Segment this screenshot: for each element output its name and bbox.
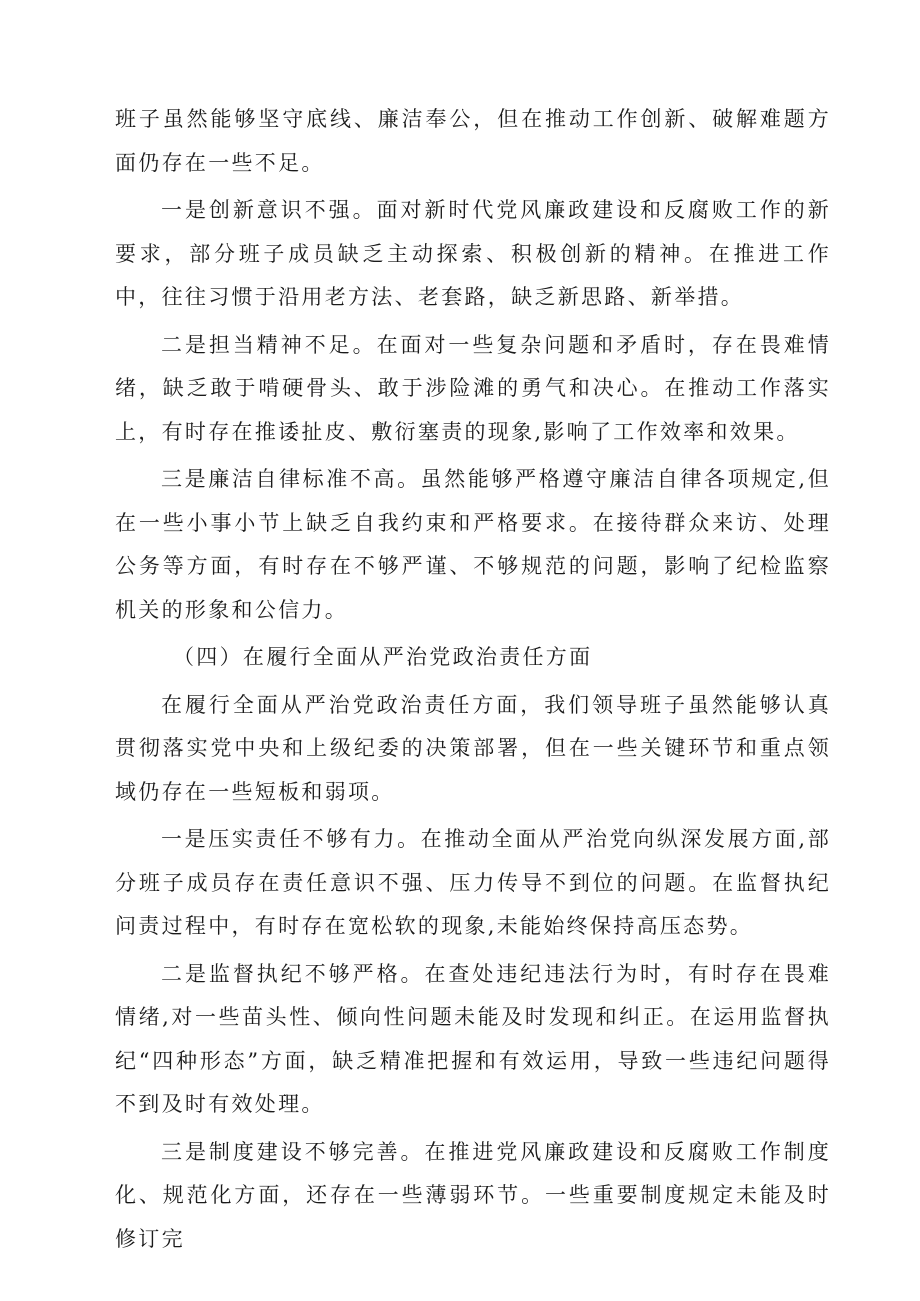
paragraph-supervision: 二是监督执纪不够严格。在查处违纪违法行为时，有时存在畏难情绪,对一些苗头性、倾向性问题未能及时发现和纠正。在运用监督执纪“四种形态”方面，缺乏精准把握和有效运用，导致一些违纪问题得不到及时有效处理。 xyxy=(115,961,831,1116)
paragraph-accountability: 一是压实责任不够有力。在推动全面从严治党向纵深发展方面,部分班子成员存在责任意识不强、压力传导不到位的问题。在监督执纪问责过程中，有时存在宽松软的现象,未能始终保持高压态势。 xyxy=(115,827,831,938)
paragraph-continuation: 班子虽然能够坚守底线、廉洁奉公，但在推动工作创新、破解难题方面仍存在一些不足。 xyxy=(115,107,831,175)
paragraph-integrity-standards: 三是廉洁自律标准不高。虽然能够严格遵守廉洁自律各项规定,但在一些小事小节上缺乏自我约束和严格要求。在接待群众来访、处理公务等方面，有时存在不够严谨、不够规范的问题，影响了纪检监察机关的形象和公信力。 xyxy=(115,467,831,622)
paragraph-system-building: 三是制度建设不够完善。在推进党风廉政建设和反腐败工作制度化、规范化方面，还存在一些薄弱环节。一些重要制度规定未能及时修订完 xyxy=(115,1139,831,1251)
paragraph-responsibility-spirit: 二是担当精神不足。在面对一些复杂问题和矛盾时，存在畏难情绪，缺乏敢于啃硬骨头、敢于涉险滩的勇气和决心。在推动工作落实上，有时存在推诿扯皮、敷衍塞责的现象,影响了工作效率和效果。 xyxy=(115,332,831,444)
section-heading: （四）在履行全面从严治党政治责任方面 xyxy=(173,645,593,669)
paragraph-section-intro: 在履行全面从严治党政治责任方面，我们领导班子虽然能够认真贯彻落实党中央和上级纪委的决策部署，但在一些关键环节和重点领域仍存在一些短板和弱项。 xyxy=(115,692,831,804)
document-body xyxy=(115,98,831,1265)
paragraph-innovation-awareness: 一是创新意识不强。面对新时代党风廉政建设和反腐败工作的新要求，部分班子成员缺乏主动探索、积极创新的精神。在推进工作中，往往习惯于沿用老方法、老套路，缺乏新思路、新举措。 xyxy=(115,198,831,309)
